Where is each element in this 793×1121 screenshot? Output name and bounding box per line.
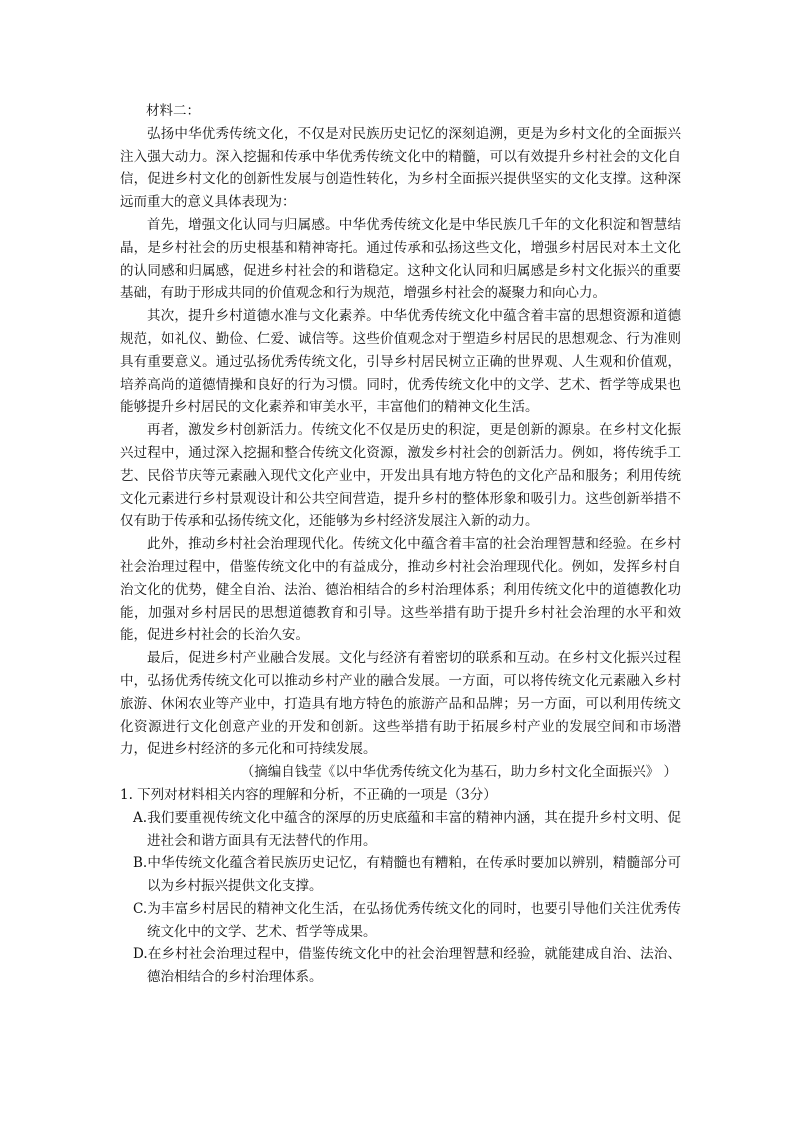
material-body xyxy=(120,123,681,761)
paragraph-fourth: 此外，推动乡村社会治理现代化。传统文化中蕴含着丰富的社会治理智慧和经验。在乡村社会治理过程中，借鉴传统文化中的有益成分，推动乡村社会治理现代化。例如，发挥乡村自治文化的优势，健全自治、法治、德治相结合的乡村治理体系；利用传统文化中的道德教化功能，加强对乡村居民的思想道德教育和引导。这些举措有助于提升乡村社会治理的水平和效能，促进乡村社会的长治久安。 xyxy=(120,536,681,644)
option-d xyxy=(120,943,681,989)
question-stem: 1. 下列对材料相关内容的理解和分析，不正确的一项是（3分） xyxy=(120,786,497,803)
option-letter: D. xyxy=(133,946,148,963)
material-label: 材料二： xyxy=(146,103,200,119)
option-text: 为丰富乡村居民的精神文化生活，在弘扬优秀传统文化的同时，也要引导他们关注优秀传统文化中的文学、艺术、哲学等成果。 xyxy=(147,900,681,940)
paragraph-intro: 弘扬中华优秀传统文化，不仅是对民族历史记忆的深刻追溯，更是为乡村文化的全面振兴注入强大动力。深入挖掘和传承中华优秀传统文化中的精髓，可以有效提升乡村社会的文化自信，促进乡村文化的创新性发展与创造性转化，为乡村全面振兴提供坚实的文化支撑。这种深远而重大的意义具体表现为： xyxy=(120,125,681,211)
option-letter: A. xyxy=(133,809,148,826)
question-options xyxy=(120,807,681,989)
option-text: 我们要重视传统文化中蕴含的深厚的历史底蕴和丰富的精神内涵，其在提升乡村文明、促进社会和谐方面具有无法替代的作用。 xyxy=(147,809,681,849)
option-a xyxy=(120,807,681,853)
paragraph-second: 其次，提升乡村道德水准与文化素养。中华优秀传统文化中蕴含着丰富的思想资源和道德规范，如礼仪、勤俭、仁爱、诚信等。这些价值观念对于塑造乡村居民的思想观念、行为准则具有重要意义。通过弘扬优秀传统文化，引导乡村居民树立正确的世界观、人生观和价值观，培养高尚的道德情操和良好的行为习惯。同时，优秀传统文化中的文学、艺术、哲学等成果也能够提升乡村居民的文化素养和审美水平，丰富他们的精神文化生活。 xyxy=(120,308,681,416)
option-b xyxy=(120,852,681,898)
paragraph-fifth: 最后，促进乡村产业融合发展。文化与经济有着密切的联系和互动。在乡村文化振兴过程中，弘扬优秀传统文化可以推动乡村产业的融合发展。一方面，可以将传统文化元素融入乡村旅游、休闲农业等产业中，打造具有地方特色的旅游产品和品牌；另一方面，可以利用传统文化资源进行文化创意产业的开发和创新。这些举措有助于拓展乡村产业的发展空间和市场潜力，促进乡村经济的多元化和可持续发展。 xyxy=(120,650,681,758)
option-text: 中华传统文化蕴含着民族历史记忆，有精髓也有糟粕，在传承时要加以辨别，精髓部分可以为乡村振兴提供文化支撑。 xyxy=(147,855,681,895)
source-citation: （摘编自钱莹《以中华优秀传统文化为基石，助力乡村文化全面振兴》 ） xyxy=(240,764,677,781)
option-letter: B. xyxy=(133,855,148,872)
paragraph-third: 再者，激发乡村创新活力。传统文化不仅是历史的积淀，更是创新的源泉。在乡村文化振兴过程中，通过深入挖掘和整合传统文化资源，激发乡村社会的创新活力。例如，将传统手工艺、民俗节庆等元素融入现代文化产业中，开发出具有地方特色的文化产品和服务；利用传统文化元素进行乡村景观设计和公共空间营造，提升乡村的整体形象和吸引力。这些创新举措不仅有助于传承和弘扬传统文化，还能够为乡村经济发展注入新的动力。 xyxy=(120,422,681,530)
option-letter: C. xyxy=(133,900,148,917)
option-text: 在乡村社会治理过程中，借鉴传统文化中的社会治理智慧和经验，就能建成自治、法治、德治相结合的乡村治理体系。 xyxy=(147,946,681,986)
option-c xyxy=(120,898,681,944)
paragraph-first: 首先，增强文化认同与归属感。中华优秀传统文化是中华民族几千年的文化积淀和智慧结晶，是乡村社会的历史根基和精神寄托。通过传承和弘扬这些文化，增强乡村居民对本土文化的认同感和归属感，促进乡村社会的和谐稳定。这种文化认同和归属感是乡村文化振兴的重要基础，有助于形成共同的价值观念和行为规范，增强乡村社会的凝聚力和向心力。 xyxy=(120,216,681,302)
